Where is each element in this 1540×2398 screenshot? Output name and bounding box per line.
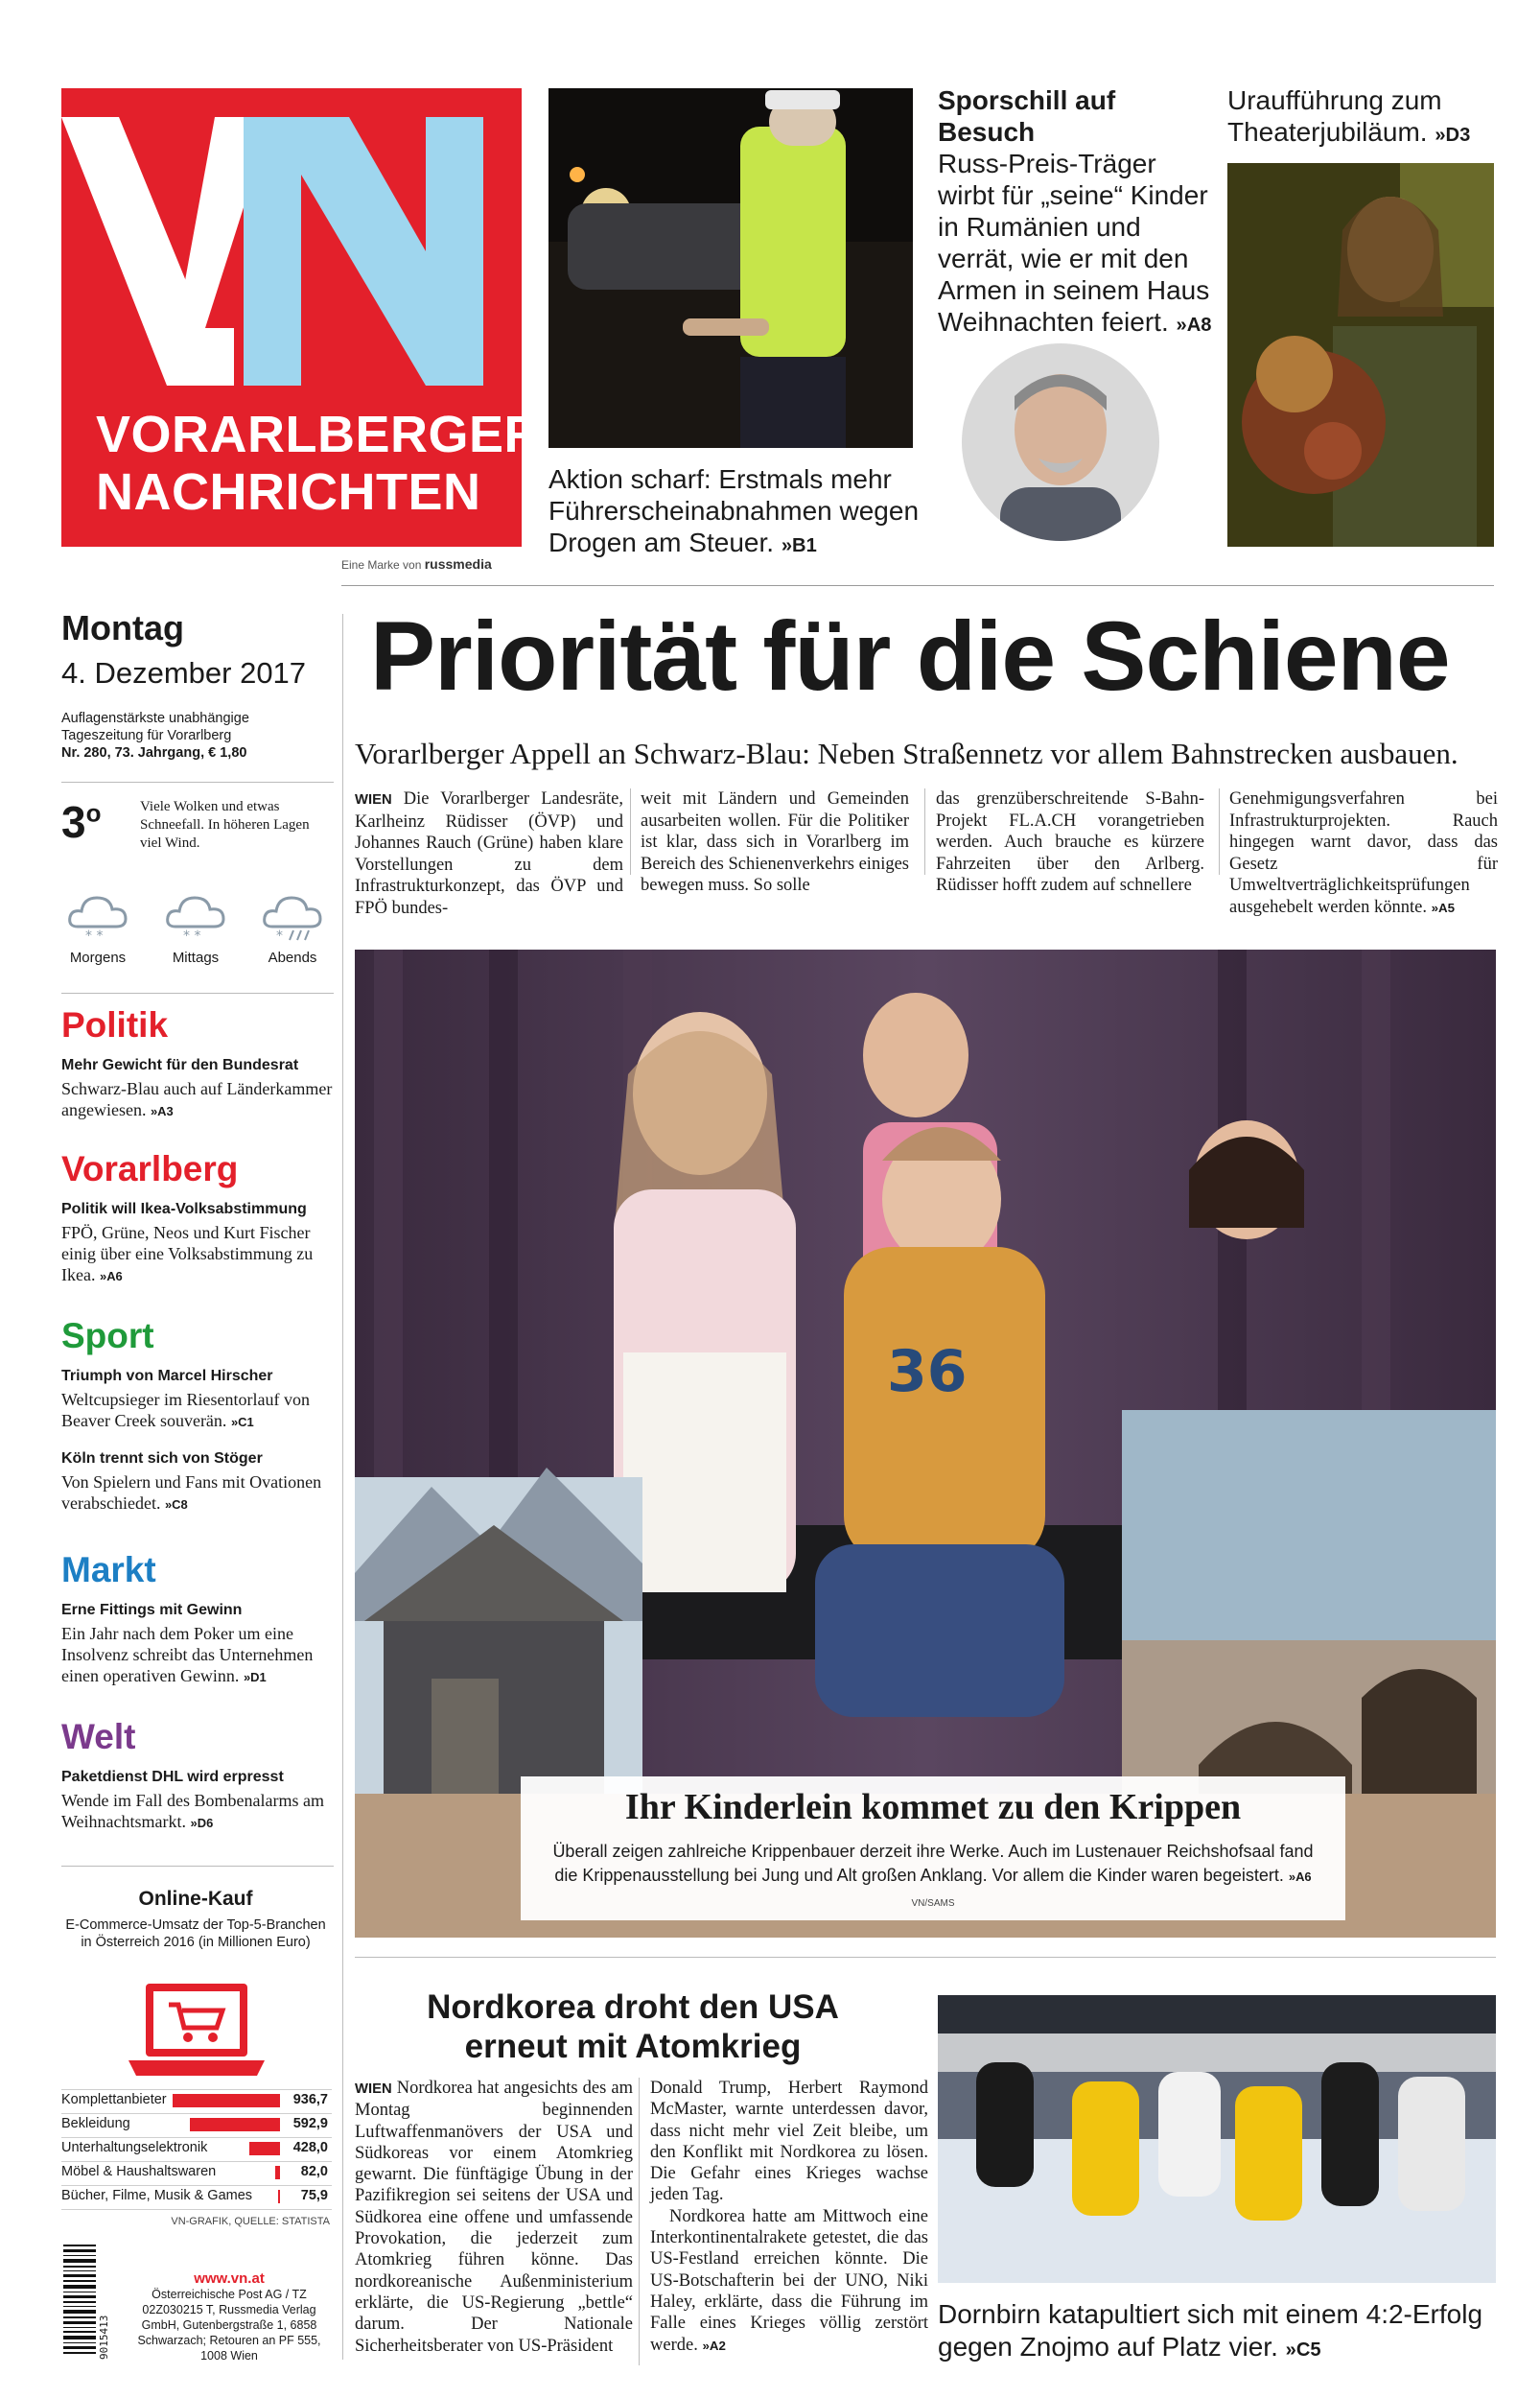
lead-column-1 [355, 788, 623, 919]
nordkorea-headline[interactable] [355, 1987, 911, 2066]
nordkorea-headline-line2: erneut mit Atomkrieg [464, 2028, 802, 2065]
online-kauf-subtitle: E-Commerce-Umsatz der Top-5-Branchen in Österreich 2016 (in Millionen Euro) [65, 1917, 326, 1950]
police-control-photo[interactable] [548, 88, 913, 448]
column-rule [924, 788, 925, 875]
chart-source: VN-GRAFIK, QUELLE: STATISTA [171, 2216, 330, 2227]
brand-name-line1: VORARLBERGER [96, 406, 543, 463]
eishockey-caption-text: Dornbirn katapultiert sich mit einem 4:2-Erfolg gegen Znojmo auf Platz vier. [938, 2299, 1483, 2362]
tagline: Auflagenstärkste unabhängige Tageszeitung für Vorarlberg [61, 711, 249, 743]
eishockey-caption[interactable] [938, 2298, 1513, 2366]
politik-title[interactable]: Mehr Gewicht für den Bundesrat [61, 1057, 299, 1073]
markt-body [61, 1623, 335, 1688]
column-rule [1219, 788, 1220, 875]
bar-label: Unterhaltungselektronik [61, 2140, 208, 2155]
bar-divider [61, 2161, 332, 2162]
welt-title[interactable]: Paketdienst DHL wird erpresst [61, 1769, 284, 1785]
theater-teaser-text: Uraufführung zum Theaterjubiläum. [1227, 85, 1442, 147]
forecast-label: Abends [268, 950, 317, 966]
svg-text:36: 36 [887, 1338, 968, 1405]
forecast-midday [157, 892, 234, 966]
section-sport-head[interactable]: Sport [61, 1316, 154, 1355]
bar-value: 936,7 [292, 2092, 328, 2107]
theater-photo[interactable] [1227, 163, 1494, 547]
sport-ref: »C1 [230, 1415, 254, 1429]
krippe-ref: »A6 [1288, 1869, 1312, 1884]
sporschill-teaser-text: Russ-Preis-Träger wirbt für „seine“ Kinder in Rumänien und verrät, wie er mit den Armen in seinem Haus Weihnachten feiert. [938, 149, 1210, 337]
bar [275, 2166, 280, 2179]
bar-value: 75,9 [300, 2188, 328, 2203]
imprint-text: Österreichische Post AG / TZ 02Z030215 T, Russmedia Verlag GmbH, Gutenbergstraße 1, 6858 Schwarzach; Retouren an PF 555, 1008 Wien [137, 2288, 321, 2363]
bar [190, 2118, 280, 2131]
welt-body-text: Wende im Fall des Bombenalarms am Weihnachtsmarkt. [61, 1791, 324, 1831]
bar-divider [61, 2137, 332, 2138]
lead-column-2: weit mit Ländern und Gemeinden ausarbeiten wollen. Für die Politiker ist klar, dass sich in Vorarlberg im Bereich des Schienenverkehrs einiges bewegen muss. So solle [641, 789, 909, 895]
issue-info [61, 710, 311, 762]
bar-row [61, 2139, 332, 2158]
masthead-divider [341, 585, 1494, 586]
krippe-title[interactable]: Ihr Kinderlein kommet zu den Krippen [624, 1787, 1242, 1827]
imprint [125, 2271, 334, 2363]
theater-photo-image [1227, 163, 1494, 547]
online-kauf-title: Online-Kauf [138, 1888, 253, 1910]
lead-column-4 [1229, 788, 1498, 919]
bar-label: Komplettanbieter [61, 2092, 167, 2107]
vorarlberg-body-text: FPÖ, Grüne, Neos und Kurt Fischer einig über eine Volksabstimmung zu Ikea. [61, 1223, 314, 1284]
temperature-unit: o [85, 798, 102, 828]
sport-ref-2: »C8 [164, 1497, 188, 1512]
bar-divider [61, 2113, 332, 2114]
lead-column-4-text: Genehmigungsverfahren bei Infrastrukturprojekten. Rauch hingegen warnt davor, dass das Gesetz für Umweltverträglichkeitsprüfungen ausgehebelt werden könnte. [1229, 789, 1498, 917]
bar-label: Bücher, Filme, Musik & Games [61, 2188, 253, 2203]
sidebar-divider [61, 993, 334, 994]
police-teaser[interactable] [548, 463, 922, 562]
bar-divider [61, 2185, 332, 2186]
issue-date: 4. Dezember 2017 [61, 656, 307, 690]
bar [173, 2094, 280, 2107]
vorarlberg-title[interactable]: Politik will Ikea-Volksabstimmung [61, 1201, 307, 1217]
sidebar-column-rule [342, 614, 343, 2360]
russmedia-brand-note [341, 556, 492, 572]
politik-ref: »A3 [150, 1104, 174, 1118]
forecast-label: Morgens [69, 950, 127, 966]
bar-divider [61, 2089, 332, 2090]
vorarlberg-body [61, 1222, 335, 1287]
politik-body [61, 1078, 335, 1122]
bar-row [61, 2091, 332, 2110]
temperature-value: 3 [61, 797, 86, 847]
section-welt-head[interactable]: Welt [61, 1717, 136, 1756]
sporschill-teaser[interactable] [938, 84, 1216, 341]
police-teaser-ref: »B1 [781, 535, 817, 556]
svg-text:*: * [276, 929, 283, 942]
brand-name-line2: NACHRICHTEN [96, 463, 481, 521]
cloud-rain-snow-icon [261, 892, 324, 942]
issue-number-price: Nr. 280, 73. Jahrgang, € 1,80 [61, 745, 247, 761]
nordkorea-column-2-text-a: Donald Trump, Herbert Raymond McMaster, warnte unterdessen davor, dass nicht mehr viel Zeit bleibe, um den Konflikt mit Nordkorea zu lösen. Die Gefahr eines Krieges wachse jeden Tag. [650, 2079, 928, 2205]
sporschill-teaser-title: Sporschill auf Besuch [938, 85, 1116, 147]
cloud-snow-icon [66, 892, 129, 942]
bar-value: 428,0 [292, 2140, 328, 2155]
nordkorea-headline-line1: Nordkorea droht den USA [427, 1988, 839, 2026]
weather-description: Viele Wolken und etwas Schneefall. In höheren Lagen viel Wind. [140, 799, 310, 851]
weekday: Montag [61, 608, 184, 647]
svg-text:* *: * * [183, 929, 201, 942]
barcode [63, 2245, 111, 2360]
temperature [61, 796, 101, 848]
sport-body-2 [61, 1471, 335, 1516]
lead-headline[interactable]: Priorität für die Schiene [370, 601, 1450, 711]
nordkorea-column-2 [650, 2078, 928, 2357]
nordkorea-column-1-text: Nordkorea hat angesichts des am Montag beginnenden Luftwaffenmanövers der USA und Südkoreas vor einem Atomkrieg gewarnt. Die fünftägige Übung in der Pazifikregion sei seitens der USA und Südkorea eine offene und umfassende Provokation, die jederzeit zum Atomkrieg führen könne. Das nordkoreanische Außenministerium erklärte, die US-Regierung „bettle“ darum. Der Nationale Sicherheitsberater von US-Präsident [355, 2079, 634, 2356]
nordkorea-dateline: WIEN [355, 2081, 392, 2097]
lead-dateline: WIEN [355, 792, 392, 808]
section-politik-head[interactable]: Politik [61, 1005, 169, 1045]
sporschill-teaser-ref: »A8 [1176, 315, 1212, 336]
lead-ref: »A5 [1431, 900, 1456, 915]
section-divider [355, 1957, 1496, 1958]
bar-label: Bekleidung [61, 2116, 130, 2131]
eishockey-photo[interactable] [938, 1995, 1496, 2283]
bar-value: 592,9 [292, 2116, 328, 2131]
theater-teaser[interactable] [1227, 84, 1515, 152]
bar-value: 82,0 [300, 2164, 328, 2179]
bar [249, 2142, 280, 2155]
vorarlberg-ref: »A6 [99, 1269, 123, 1283]
bar [278, 2190, 280, 2203]
bar-row [61, 2187, 332, 2206]
photo-credit: VN/SAMS [911, 1898, 955, 1909]
cloud-snow-icon [164, 892, 227, 942]
svg-text:* *: * * [85, 929, 104, 942]
column-rule [630, 788, 631, 875]
column-rule [639, 2078, 640, 2365]
laptop-cart-icon [125, 1978, 268, 2083]
marke-prefix: Eine Marke von [341, 558, 422, 572]
section-markt-head[interactable]: Markt [61, 1550, 156, 1589]
bar-row [61, 2115, 332, 2134]
krippe-caption-text: Überall zeigen zahlreiche Krippenbauer derzeit ihre Werke. Auch im Lustenauer Reichshofsaal fand die Krippenausstellung bei Jung und Alt großen Anklang. Vor allem die Kinder waren begeistert. [552, 1842, 1314, 1885]
website-link[interactable]: www.vn.at [194, 2270, 265, 2287]
forecast-label: Mittags [172, 950, 220, 966]
eishockey-ref: »C5 [1285, 2339, 1321, 2361]
theater-teaser-ref: »D3 [1435, 125, 1471, 146]
portrait-image [962, 343, 1159, 541]
krippe-caption [540, 1840, 1326, 1916]
police-teaser-text: Aktion scharf: Erstmals mehr Führerscheinabnahmen wegen Drogen am Steuer. [548, 464, 920, 557]
sport-title-2[interactable]: Köln trennt sich von Stöger [61, 1450, 263, 1467]
russmedia-logo: russmedia [424, 556, 492, 572]
police-photo-image [548, 88, 913, 448]
markt-title[interactable]: Erne Fittings mit Gewinn [61, 1602, 243, 1618]
sport-body-text: Weltcupsieger im Riesentorlauf von Beaver Creek souverän. [61, 1390, 310, 1430]
forecast-evening [254, 892, 331, 966]
vn-logo[interactable] [61, 88, 543, 547]
sidebar-divider [61, 1866, 334, 1867]
welt-ref: »D6 [190, 1816, 214, 1830]
section-vorarlberg-head[interactable]: Vorarlberg [61, 1149, 239, 1188]
bar-label: Möbel & Haushaltswaren [61, 2164, 217, 2179]
bar-divider [61, 2209, 332, 2210]
barcode-number: 9015413 [98, 2315, 110, 2360]
lead-column-3: das grenzüberschreitende S-Bahn-Projekt FL.A.CH vorangetrieben werden. Auch brauche es kürzere Fahrzeiten über den Arlberg. Rüdisser hofft zudem auf schnellere [936, 789, 1204, 895]
markt-body-text: Ein Jahr nach dem Poker um eine Insolvenz schreibt das Unternehmen einen operativen Gewinn. [61, 1624, 314, 1685]
nordkorea-column-2-text-b: Nordkorea hatte am Mittwoch eine Interkontinentalrakete getestet, die das US-Festland erreichen könnte. Die US-Botschafterin bei der UNO, Niki Haley, erklärte, dass die Führung im Falle eines Krieges völlig zerstört werde. [650, 2206, 928, 2355]
eishockey-photo-image [938, 1995, 1496, 2283]
sport-title[interactable]: Triumph von Marcel Hirscher [61, 1368, 273, 1384]
lead-subhead: Vorarlberger Appell an Schwarz-Blau: Neben Straßennetz vor allem Bahnstrecken ausbauen. [355, 737, 1458, 770]
forecast-morning [59, 892, 136, 966]
krippe-caption-panel [521, 1776, 1345, 1920]
welt-body [61, 1790, 335, 1834]
sport-body-2-text: Von Spielern und Fans mit Ovationen verabschiedet. [61, 1472, 322, 1513]
nordkorea-ref: »A2 [702, 2338, 726, 2353]
nordkorea-column-1 [355, 2078, 633, 2357]
lead-column-1-text: Die Vorarlberger Landesräte, Karlheinz Rüdisser (ÖVP) und Johannes Rauch (Grüne) haben klare Vorstellungen zu dem Infrastrukturkonzept, das ÖVP und FPÖ bundes- [355, 789, 623, 918]
politik-body-text: Schwarz-Blau auch auf Länderkammer angewiesen. [61, 1079, 333, 1119]
sporschill-portrait[interactable] [962, 343, 1159, 541]
sport-body [61, 1389, 335, 1433]
bar-row [61, 2163, 332, 2182]
sidebar-divider [61, 782, 334, 783]
markt-ref: »D1 [243, 1670, 267, 1684]
